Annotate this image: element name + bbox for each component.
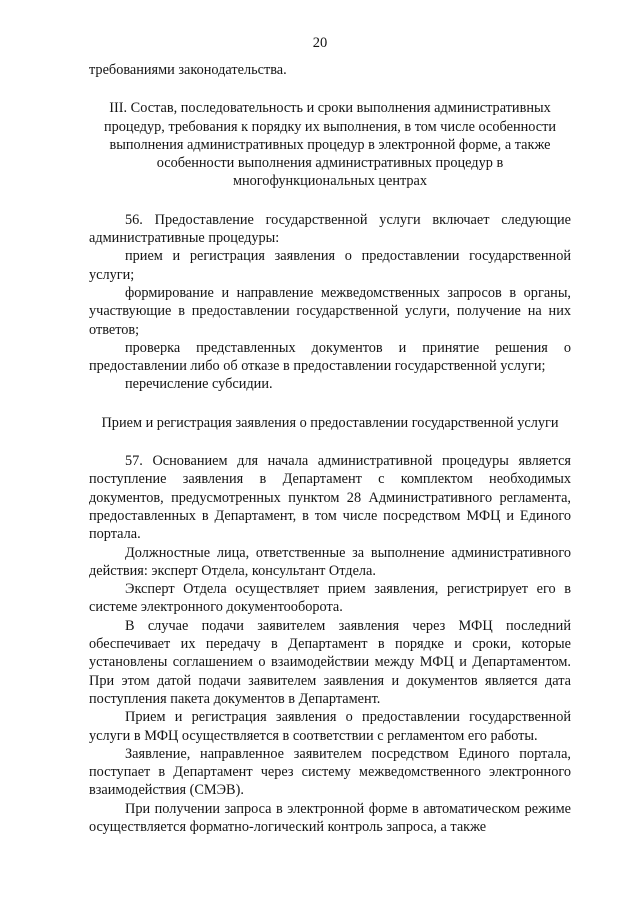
body-paragraph: Прием и регистрация заявления о предоставлении государственной услуги в МФЦ осуществляется в соответствии с регламентом его работы. xyxy=(89,709,571,744)
procedure-item: формирование и направление межведомственных запросов в органы, участвующие в предоставлении государственной услуги, получение на них ответов; xyxy=(89,284,571,338)
body-paragraph: Эксперт Отдела осуществляет прием заявления, регистрирует его в системе электронного документооборота. xyxy=(89,581,571,616)
body-paragraph: При получении запроса в электронной форме в автоматическом режиме осуществляется форматно-логический контроль запроса, а также xyxy=(89,800,571,835)
paragraph-57: 57. Основанием для начала административной процедуры является поступление заявления в Департамент с комплектом необходимых документов, предусмотренных пунктом 28 Административного регламента, предоставленных в Департамент, в том числе посредством МФЦ и Единого портала. xyxy=(89,453,571,543)
body-paragraph: В случае подачи заявителем заявления через МФЦ последний обеспечивает их передачу в Департамент в порядке и сроки, которые установлены соглашением о взаимодействии между МФЦ и Департаментом. При этом датой подачи заявителем заявления и документов является дата поступления пакета документов в Департамент. xyxy=(89,617,571,707)
procedure-item: прием и регистрация заявления о предоставлении государственной услуги; xyxy=(89,248,571,283)
procedure-item: проверка представленных документов и принятие решения о предоставлении либо об отказе в предоставлении государственной услуги; xyxy=(89,339,571,375)
paragraph-56: 56. Предоставление государственной услуги включает следующие административные процедуры: xyxy=(89,211,571,247)
subsection-heading: Прием и регистрация заявления о предоставлении государственной услуги xyxy=(101,414,559,431)
body-paragraph: Заявление, направленное заявителем посредством Единого портала, поступает в Департамент через систему межведомственного электронного взаимодействия (СМЭВ). xyxy=(89,745,571,799)
page-number: 20 xyxy=(312,35,328,51)
document-body xyxy=(89,61,571,836)
procedure-item: перечисление субсидии. xyxy=(125,376,273,393)
continuation-line: требованиями законодательства. xyxy=(89,62,287,78)
section-56-block xyxy=(89,211,571,394)
section-57-block xyxy=(89,452,571,836)
section-heading: III. Состав, последовательность и сроки выполнения административных процедур, требования к порядку их выполнения, в том числе особенности выполнения административных процедур в электронной форме, а также особенности выполнения административных процедур в многофункциональных центрах xyxy=(103,100,557,190)
body-paragraph: Должностные лица, ответственные за выполнение административного действия: эксперт Отдела, консультант Отдела. xyxy=(89,544,571,579)
